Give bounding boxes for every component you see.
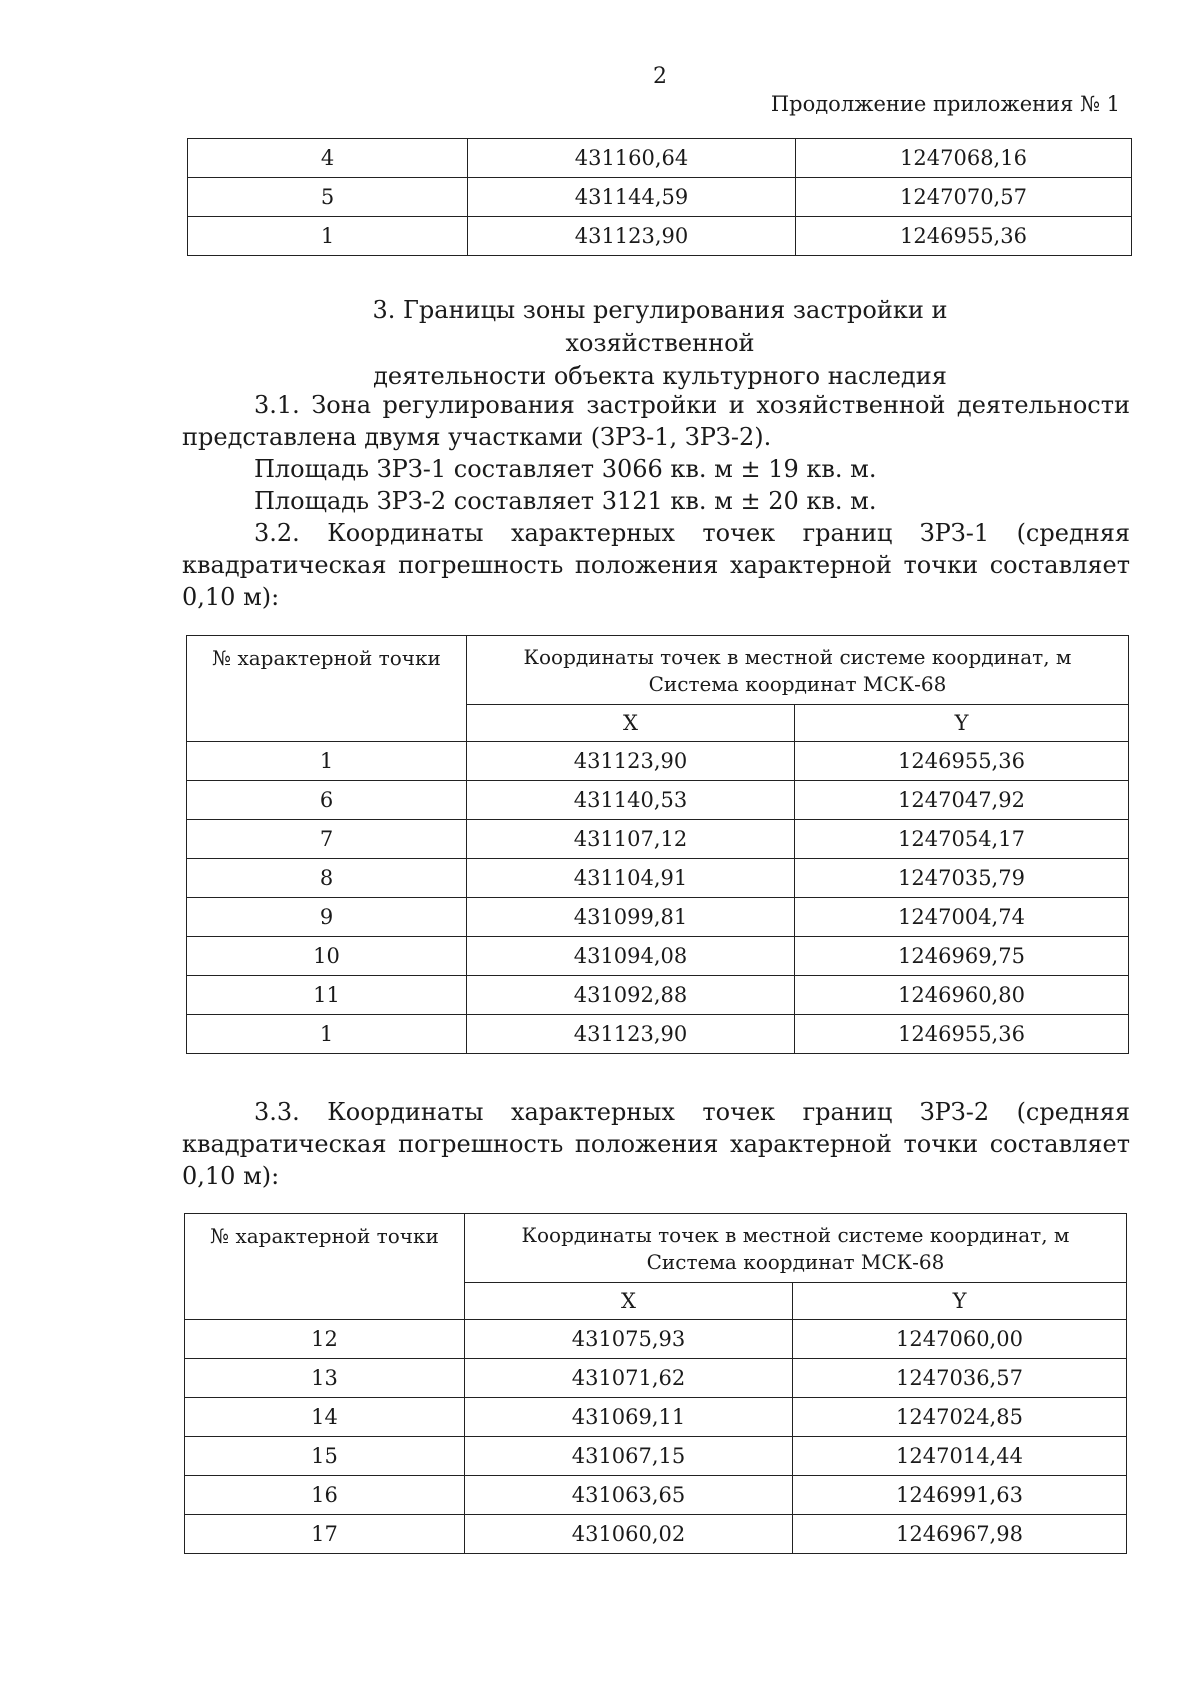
coord-x: 431092,88 bbox=[467, 976, 795, 1015]
coord-x: 431075,93 bbox=[465, 1320, 793, 1359]
point-number: 5 bbox=[188, 178, 468, 217]
table-row bbox=[187, 781, 1129, 820]
coord-y: 1246960,80 bbox=[795, 976, 1129, 1015]
coord-x: 431060,02 bbox=[465, 1515, 793, 1554]
coord-y: 1246955,36 bbox=[796, 217, 1132, 256]
coord-x: 431099,81 bbox=[467, 898, 795, 937]
table-row bbox=[185, 1359, 1127, 1398]
point-number: 4 bbox=[188, 139, 468, 178]
area-zrz2: Площадь ЗРЗ-2 составляет 3121 кв. м ± 20 кв. м. bbox=[254, 487, 877, 515]
point-number: 10 bbox=[187, 937, 467, 976]
area-zrz1: Площадь ЗРЗ-1 составляет 3066 кв. м ± 19 кв. м. bbox=[254, 455, 877, 483]
coord-x: 431071,62 bbox=[465, 1359, 793, 1398]
coord-y: 1246967,98 bbox=[793, 1515, 1127, 1554]
coord-y: 1247047,92 bbox=[795, 781, 1129, 820]
header-point-number: № характерной точки bbox=[185, 1214, 465, 1320]
point-number: 17 bbox=[185, 1515, 465, 1554]
section-title-line: деятельности объекта культурного наследия bbox=[373, 362, 947, 390]
zrz2-coordinates-table bbox=[184, 1213, 1127, 1554]
paragraph-3-2-line: 3.2. Координаты характерных точек границ ЗРЗ-1 (средняя bbox=[254, 519, 1130, 547]
coord-x: 431094,08 bbox=[467, 937, 795, 976]
coord-x: 431160,64 bbox=[468, 139, 796, 178]
table-header-row bbox=[185, 1214, 1127, 1283]
table-row bbox=[187, 976, 1129, 1015]
header-coordinates-line: Координаты точек в местной системе координат, м bbox=[523, 645, 1072, 669]
table-row bbox=[187, 1015, 1129, 1054]
table-row bbox=[185, 1320, 1127, 1359]
coord-y: 1247014,44 bbox=[793, 1437, 1127, 1476]
point-number: 7 bbox=[187, 820, 467, 859]
coord-y: 1247060,00 bbox=[793, 1320, 1127, 1359]
header-coordinate-system: Система координат МСК-68 bbox=[646, 1250, 945, 1274]
header-coordinates bbox=[467, 636, 1129, 705]
table-row bbox=[187, 859, 1129, 898]
table-header-row bbox=[187, 636, 1129, 705]
coord-y: 1247035,79 bbox=[795, 859, 1129, 898]
table-row bbox=[188, 217, 1132, 256]
point-number: 16 bbox=[185, 1476, 465, 1515]
coord-y: 1247070,57 bbox=[796, 178, 1132, 217]
point-number: 1 bbox=[187, 1015, 467, 1054]
coord-x: 431144,59 bbox=[468, 178, 796, 217]
point-number: 6 bbox=[187, 781, 467, 820]
coord-x: 431069,11 bbox=[465, 1398, 793, 1437]
table-row bbox=[185, 1437, 1127, 1476]
table-row bbox=[187, 937, 1129, 976]
header-y: Y bbox=[793, 1283, 1127, 1320]
paragraph-3-3-line: квадратическая погрешность положения характерной точки составляет bbox=[182, 1130, 1130, 1158]
coord-x: 431063,65 bbox=[465, 1476, 793, 1515]
paragraph-3-2-line: квадратическая погрешность положения характерной точки составляет bbox=[182, 551, 1130, 579]
coord-x: 431123,90 bbox=[467, 742, 795, 781]
point-number: 12 bbox=[185, 1320, 465, 1359]
table-row bbox=[187, 898, 1129, 937]
point-number: 1 bbox=[188, 217, 468, 256]
coord-x: 431123,90 bbox=[468, 217, 796, 256]
paragraph-3-1-line: 3.1. Зона регулирования застройки и хозяйственной деятельности bbox=[254, 391, 1130, 419]
coord-y: 1246955,36 bbox=[795, 1015, 1129, 1054]
paragraph-3-3-line: 0,10 м): bbox=[182, 1162, 280, 1190]
coord-x: 431104,91 bbox=[467, 859, 795, 898]
coord-y: 1246955,36 bbox=[795, 742, 1129, 781]
header-y: Y bbox=[795, 705, 1129, 742]
point-number: 15 bbox=[185, 1437, 465, 1476]
coord-y: 1247036,57 bbox=[793, 1359, 1127, 1398]
header-coordinate-system: Система координат МСК-68 bbox=[648, 672, 947, 696]
previous-coordinates-table bbox=[187, 138, 1132, 256]
table-row bbox=[185, 1398, 1127, 1437]
coord-x: 431140,53 bbox=[467, 781, 795, 820]
paragraph-3-1-line: представлена двумя участками (ЗРЗ-1, ЗРЗ-2). bbox=[182, 423, 772, 451]
header-x: X bbox=[467, 705, 795, 742]
table-row bbox=[185, 1476, 1127, 1515]
coord-y: 1247024,85 bbox=[793, 1398, 1127, 1437]
table-row bbox=[188, 178, 1132, 217]
header-coordinates-line: Координаты точек в местной системе координат, м bbox=[521, 1223, 1070, 1247]
point-number: 11 bbox=[187, 976, 467, 1015]
point-number: 9 bbox=[187, 898, 467, 937]
coord-y: 1247068,16 bbox=[796, 139, 1132, 178]
page-number: 2 bbox=[653, 64, 667, 89]
section-title bbox=[280, 294, 1040, 393]
coord-y: 1246991,63 bbox=[793, 1476, 1127, 1515]
continuation-label: Продолжение приложения № 1 bbox=[770, 92, 1120, 116]
paragraph-3-2-line: 0,10 м): bbox=[182, 583, 280, 611]
zrz1-coordinates-table bbox=[186, 635, 1129, 1054]
coord-y: 1247004,74 bbox=[795, 898, 1129, 937]
table-row bbox=[187, 820, 1129, 859]
paragraph-3-3-line: 3.3. Координаты характерных точек границ ЗРЗ-2 (средняя bbox=[254, 1098, 1130, 1126]
table-row bbox=[185, 1515, 1127, 1554]
table-row bbox=[187, 742, 1129, 781]
coord-y: 1247054,17 bbox=[795, 820, 1129, 859]
point-number: 14 bbox=[185, 1398, 465, 1437]
section-title-line: 3. Границы зоны регулирования застройки и хозяйственной bbox=[372, 296, 948, 357]
point-number: 8 bbox=[187, 859, 467, 898]
table-row bbox=[188, 139, 1132, 178]
point-number: 13 bbox=[185, 1359, 465, 1398]
coord-x: 431123,90 bbox=[467, 1015, 795, 1054]
header-coordinates bbox=[465, 1214, 1127, 1283]
point-number: 1 bbox=[187, 742, 467, 781]
coord-x: 431107,12 bbox=[467, 820, 795, 859]
header-x: X bbox=[465, 1283, 793, 1320]
coord-x: 431067,15 bbox=[465, 1437, 793, 1476]
coord-y: 1246969,75 bbox=[795, 937, 1129, 976]
header-point-number: № характерной точки bbox=[187, 636, 467, 742]
